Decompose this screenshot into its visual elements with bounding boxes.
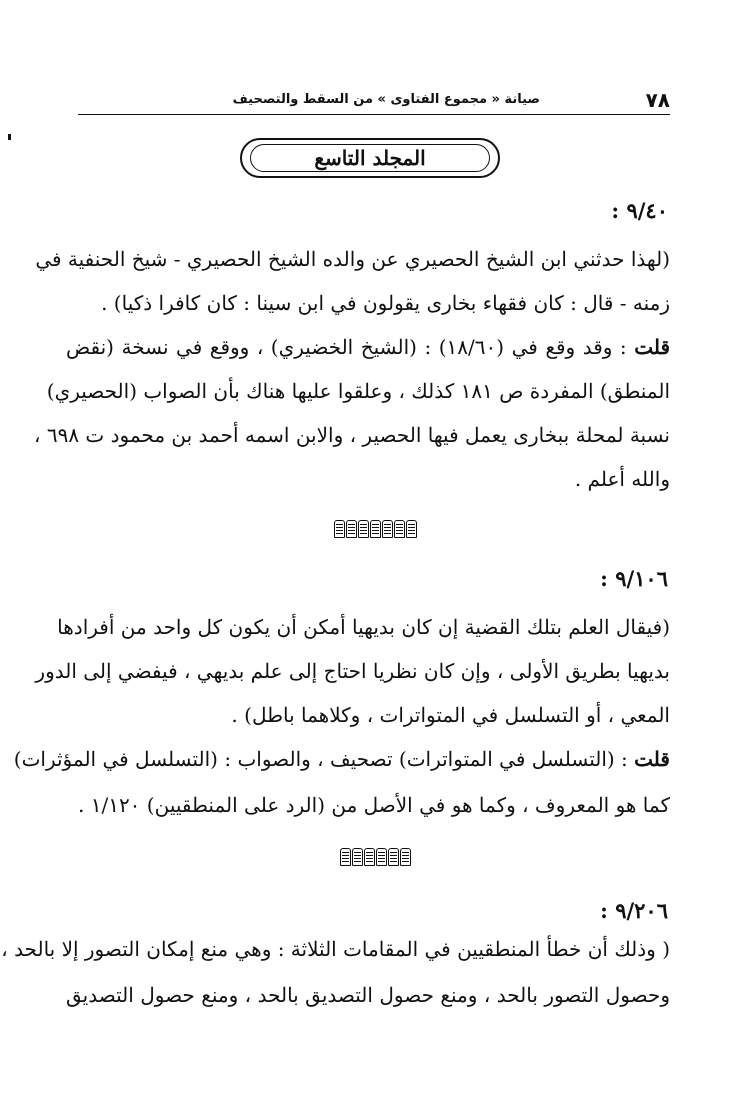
note-label: قلت	[634, 747, 670, 771]
note-line: والله أعلم .	[574, 467, 670, 491]
section-ornament	[0, 848, 750, 866]
volume-title: المجلد التاسع	[250, 144, 490, 172]
note-line: المنطق) المفردة ص ١٨١ كذلك ، وعلقوا عليها هناك بأن الصواب (الحصيري)	[46, 379, 670, 403]
header-rule	[78, 114, 670, 115]
note-line: كما هو المعروف ، وكما هو في الأصل من (الرد على المنطقيين) ١/١٢٠ .	[78, 793, 670, 817]
entry-text-line: زمنه - قال : كان فقهاء بخارى يقولون في ابن سينا : كان كافرا ذكيا) .	[101, 291, 670, 315]
note-text: : وقد وقع في (١٨/٦٠) : (الشيخ الخضيري) ، ووقع في نسخة (نقض	[66, 335, 627, 359]
section-ornament	[0, 520, 750, 538]
entry-text-line: (فيقال العلم بتلك القضية إن كان بديهيا أمكن أن يكون كل واحد من أفرادها	[57, 615, 670, 639]
note-line	[13, 744, 670, 774]
entry-text-line: وحصول التصور بالحد ، ومنع حصول التصديق بالحد ، ومنع حصول التصديق	[66, 983, 671, 1007]
entry-reference: ٩/٤٠ :	[611, 198, 668, 223]
page-number: ٧٨	[645, 88, 670, 112]
running-title: صيانة « مجموع الفتاوى » من السقط والتصحيف	[232, 92, 540, 107]
page-header	[78, 88, 670, 112]
note-text: : (التسلسل في المتواترات) تصحيف ، والصواب : (التسلسل في المؤثرات)	[13, 747, 628, 771]
note-line: نسبة لمحلة ببخارى يعمل فيها الحصير ، والابن اسمه أحمد بن محمود ت ٦٩٨ ،	[34, 423, 670, 447]
entry-text-line: المعي ، أو التسلسل في المتواترات ، وكلاهما باطل) .	[231, 703, 670, 727]
entry-text-line: بديهيا بطريق الأولى ، وإن كان نظريا احتاج إلى علم بديهي ، فيفضي إلى الدور	[35, 659, 670, 683]
margin-mark	[8, 134, 11, 140]
entry-reference: ٩/١٠٦ :	[600, 566, 668, 591]
entry-text-line: (لهذا حدثني ابن الشيخ الحصيري عن والده الشيخ الحصيري - شيخ الحنفية في	[35, 247, 670, 271]
note-label: قلت	[634, 335, 671, 359]
entry-text-line: ( وذلك أن خطأ المنطقيين في المقامات الثلاثة : وهي منع إمكان التصور إلا بالحد ،	[1, 937, 670, 961]
note-line	[66, 332, 670, 362]
entry-reference: ٩/٢٠٦ :	[600, 898, 668, 923]
volume-banner	[240, 138, 500, 178]
